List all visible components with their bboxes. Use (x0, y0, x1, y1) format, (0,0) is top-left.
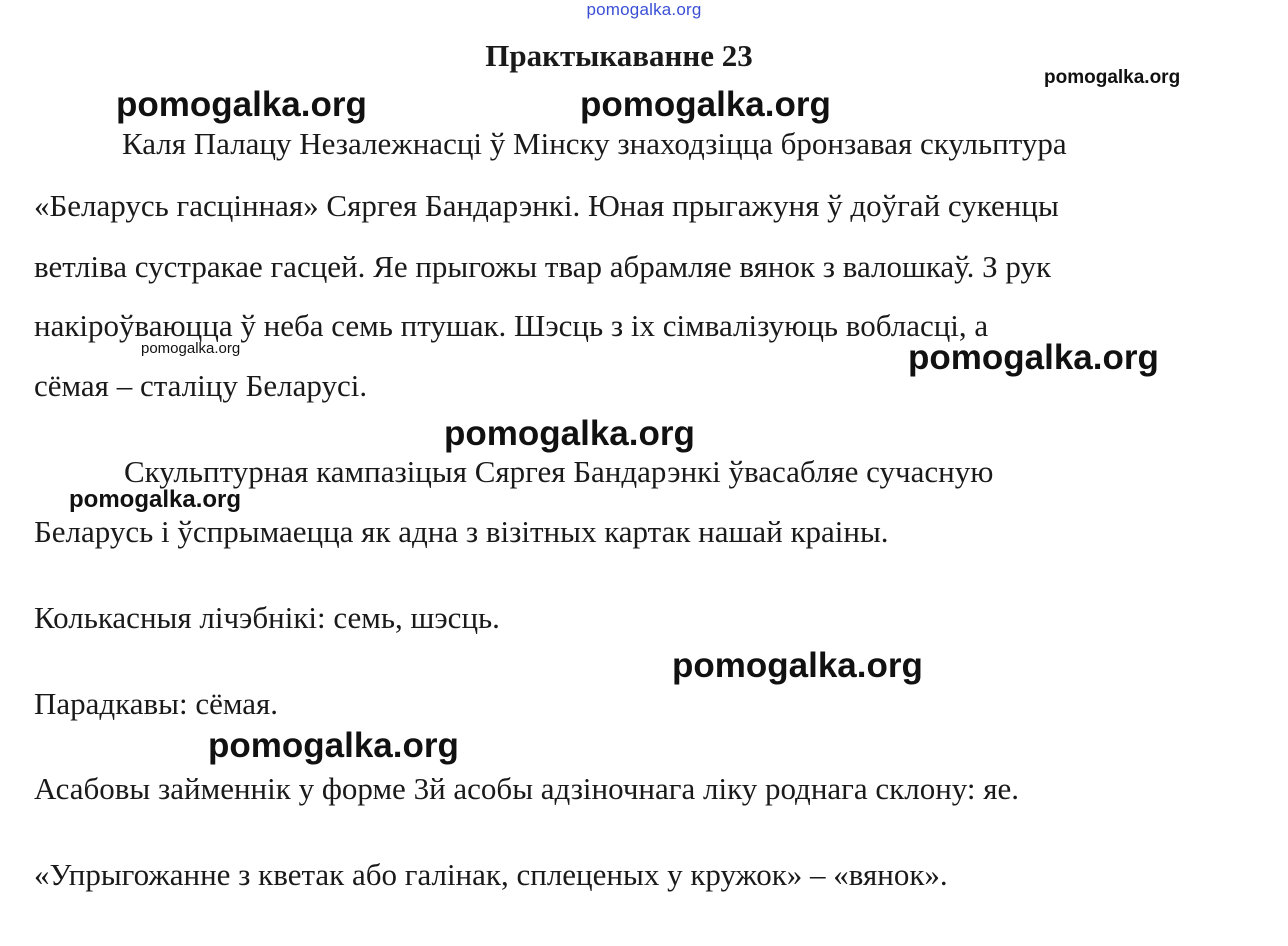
watermark-center: pomogalka.org (444, 414, 695, 453)
watermark-top-center: pomogalka.org (580, 85, 831, 124)
watermark-lower-left: pomogalka.org (208, 726, 459, 765)
paragraph1-line-2: «Беларусь гасцінная» Сяргея Бандарэнкі. Юная прыгажуня ў доўгай сукенцы (34, 188, 1059, 223)
paragraph1-line-1: Каля Палацу Незалежнасці ў Мінску знаходзіцца бронзавая скульптура (122, 126, 1067, 161)
paragraph2-line-1: Скульптурная кампазіцыя Сяргея Бандарэнкі ўвасабляе сучасную (124, 454, 994, 489)
paragraph1-line-3: ветліва сустракае гасцей. Яе прыгожы твар абрамляе вянок з валошкаў. З рук (34, 249, 1052, 284)
answer-definition: «Упрыгожанне з кветак або галінак, сплеценых у кружок» – «вянок». (34, 857, 948, 892)
paragraph1-line-4: накіроўваюцца ў неба семь птушак. Шэсць з іх сімвалізуюць вобласці, а (34, 308, 989, 343)
header-watermark: pomogalka.org (586, 0, 702, 19)
answer-cardinal-numerals: Колькасныя лічэбнікі: семь, шэсць. (34, 600, 500, 635)
paragraph1-line-5: сёмая – сталіцу Беларусі. (34, 368, 368, 403)
watermark-top-left: pomogalka.org (116, 85, 367, 124)
watermark-small-left: pomogalka.org (141, 340, 241, 357)
answer-ordinal-numeral: Парадкавы: сёмая. (34, 686, 279, 721)
watermark-right: pomogalka.org (908, 338, 1159, 377)
watermark-top-right: pomogalka.org (1044, 67, 1181, 88)
watermark-lower-right: pomogalka.org (672, 646, 923, 685)
watermark-left-mid: pomogalka.org (69, 486, 242, 513)
answer-pronoun: Асабовы займеннік у форме 3й асобы адзіночнага ліку роднага склону: яе. (34, 771, 1020, 806)
exercise-title: Практыкаванне 23 (485, 38, 753, 73)
paragraph2-line-2: Беларусь і ўспрымаецца як адна з візітных картак нашай краіны. (34, 514, 889, 549)
